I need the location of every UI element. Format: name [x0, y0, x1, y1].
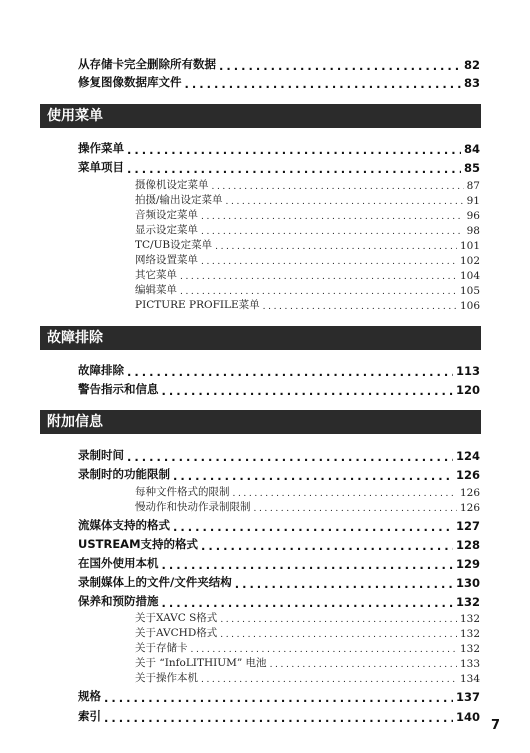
entry-title: 关于 “InfoLITHIUM” 电池	[135, 657, 267, 669]
entry-title: 警告指示和信息	[78, 382, 159, 396]
toc-subentry[interactable]	[135, 611, 480, 625]
toc-subentry[interactable]	[135, 193, 480, 207]
leader-dots	[162, 386, 453, 398]
toc-entry[interactable]	[78, 56, 480, 72]
entry-page: 128	[455, 538, 480, 552]
entry-title: 操作菜单	[78, 141, 124, 155]
leader-dots	[201, 213, 464, 222]
toc-entry[interactable]	[78, 140, 480, 156]
toc-subentry[interactable]	[135, 298, 480, 312]
entry-page: 82	[463, 58, 480, 72]
entry-page: 130	[455, 576, 480, 590]
entry-title: 录制媒体上的文件/文件夹结构	[78, 575, 232, 589]
entry-title: 从存储卡完全删除所有数据	[78, 57, 216, 71]
entry-title: 摄像机设定菜单	[135, 179, 209, 191]
entry-title: 修复图像数据库文件	[78, 75, 182, 89]
leader-dots	[215, 243, 457, 252]
entry-page: 106	[459, 300, 480, 312]
toc-subentry[interactable]	[135, 485, 480, 499]
leader-dots	[254, 505, 457, 514]
entry-page: 101	[459, 240, 480, 252]
entry-page: 120	[455, 383, 480, 397]
leader-dots	[127, 164, 461, 176]
leader-dots	[220, 616, 457, 625]
leader-dots	[226, 198, 464, 207]
leader-dots	[191, 646, 457, 655]
entry-page: 126	[459, 502, 480, 514]
leader-dots	[180, 273, 457, 282]
entry-page: 104	[459, 270, 480, 282]
toc-subentry[interactable]	[135, 283, 480, 297]
toc-entry[interactable]	[78, 447, 480, 463]
entry-title: 录制时间	[78, 448, 124, 462]
entry-page: 137	[455, 690, 480, 704]
leader-dots	[263, 303, 457, 312]
toc-subentry[interactable]	[135, 500, 480, 514]
entry-title: 故障排除	[78, 363, 124, 377]
leader-dots	[185, 79, 461, 91]
entry-title: 规格	[78, 689, 101, 703]
entry-page: 85	[463, 161, 480, 175]
entry-page: 132	[459, 643, 480, 655]
page-number: 7	[491, 718, 501, 733]
leader-dots	[162, 598, 453, 610]
entry-page: 126	[459, 487, 480, 499]
toc-subentry[interactable]	[135, 223, 480, 237]
entry-page: 126	[455, 468, 480, 482]
toc-subentry[interactable]	[135, 268, 480, 282]
leader-dots	[180, 288, 457, 297]
leader-dots	[127, 145, 461, 157]
leader-dots	[233, 490, 457, 499]
entry-page: 113	[455, 364, 480, 378]
entry-page: 124	[455, 449, 480, 463]
toc-subentry[interactable]	[135, 671, 480, 685]
toc-subentry[interactable]	[135, 656, 480, 670]
entry-title: 关于XAVC S格式	[135, 612, 218, 624]
entry-page: 105	[459, 285, 480, 297]
toc-entry[interactable]	[78, 574, 480, 590]
entry-page: 98	[466, 225, 480, 237]
entry-page: 129	[455, 557, 480, 571]
entry-page: 83	[463, 76, 480, 90]
entry-page: 134	[459, 673, 480, 685]
entry-page: 102	[459, 255, 480, 267]
leader-dots	[104, 693, 453, 705]
leader-dots	[201, 541, 453, 553]
section-header: 附加信息	[40, 410, 481, 434]
entry-title: 录制时的功能限制	[78, 467, 170, 481]
toc-subentry[interactable]	[135, 641, 480, 655]
toc-subentry[interactable]	[135, 626, 480, 640]
entry-page: 133	[459, 658, 480, 670]
entry-title: 拍摄/输出设定菜单	[135, 194, 223, 206]
entry-title: 显示设定菜单	[135, 224, 198, 236]
entry-title: 其它菜单	[135, 269, 177, 281]
leader-dots	[127, 452, 453, 464]
entry-title: 每种文件格式的限制	[135, 486, 230, 498]
entry-page: 132	[459, 628, 480, 640]
toc-subentry[interactable]	[135, 238, 480, 252]
leader-dots	[173, 471, 453, 483]
entry-title: 在国外使用本机	[78, 556, 159, 570]
toc-entry[interactable]	[78, 536, 480, 552]
toc-entry[interactable]	[78, 708, 480, 724]
entry-page: 132	[459, 613, 480, 625]
entry-title: 网络设置菜单	[135, 254, 198, 266]
leader-dots	[173, 522, 453, 534]
entry-page: 84	[463, 142, 480, 156]
entry-page: 96	[466, 210, 480, 222]
toc-entry[interactable]	[78, 381, 480, 397]
entry-page: 91	[466, 195, 480, 207]
toc-entry[interactable]	[78, 555, 480, 571]
leader-dots	[201, 228, 464, 237]
entry-title: 索引	[78, 709, 101, 723]
entry-title: PICTURE PROFILE菜单	[135, 299, 260, 311]
entry-title: 保养和预防措施	[78, 594, 159, 608]
entry-title: 菜单项目	[78, 160, 124, 174]
entry-title: 关于AVCHD格式	[135, 627, 218, 639]
entry-title: 编辑菜单	[135, 284, 177, 296]
entry-title: 流媒体支持的格式	[78, 518, 170, 532]
entry-page: 140	[455, 710, 480, 724]
leader-dots	[201, 676, 457, 685]
entry-page: 127	[455, 519, 480, 533]
toc-entry[interactable]	[78, 517, 480, 533]
leader-dots	[219, 61, 461, 73]
leader-dots	[235, 579, 453, 591]
entry-title: 音频设定菜单	[135, 209, 198, 221]
section-header: 故障排除	[40, 326, 481, 350]
toc-entry[interactable]	[78, 362, 480, 378]
toc-entry[interactable]	[78, 688, 480, 704]
entry-title: 慢动作和快动作录制限制	[135, 501, 251, 513]
entry-page: 132	[455, 595, 480, 609]
entry-title: USTREAM支持的格式	[78, 537, 199, 551]
toc-entry[interactable]	[78, 466, 480, 482]
entry-title: 关于操作本机	[135, 672, 198, 684]
toc-entry[interactable]	[78, 159, 480, 175]
toc-subentry[interactable]	[135, 208, 480, 222]
leader-dots	[201, 258, 457, 267]
toc-entry[interactable]	[78, 593, 480, 609]
leader-dots	[104, 713, 453, 725]
toc-subentry[interactable]	[135, 253, 480, 267]
entry-title: 关于存储卡	[135, 642, 188, 654]
toc-entry[interactable]	[78, 74, 480, 90]
leader-dots	[127, 367, 453, 379]
leader-dots	[212, 183, 464, 192]
entry-title: TC/UB设定菜单	[135, 239, 213, 251]
leader-dots	[162, 560, 453, 572]
section-header: 使用菜单	[40, 104, 481, 128]
entry-page: 87	[466, 180, 480, 192]
leader-dots	[220, 631, 457, 640]
leader-dots	[270, 661, 457, 670]
toc-subentry[interactable]	[135, 178, 480, 192]
